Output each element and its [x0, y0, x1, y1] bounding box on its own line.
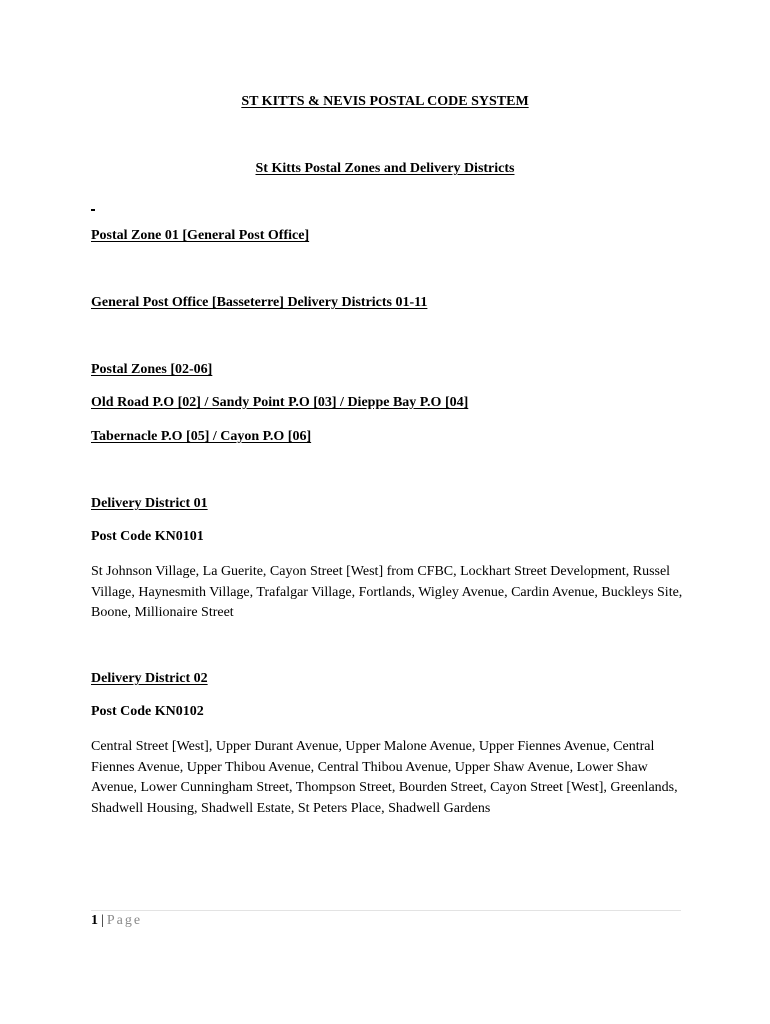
- postal-zones-line-1: Old Road P.O [02] / Sandy Point P.O [03] / Dieppe Bay P.O [04]: [91, 395, 469, 410]
- footer-divider: [91, 910, 681, 911]
- document-subtitle: St Kitts Postal Zones and Delivery Districts: [255, 161, 515, 176]
- page-number: 1: [91, 913, 98, 928]
- district-post-code: Post Code KN0101: [91, 529, 204, 544]
- document-title: ST KITTS & NEVIS POSTAL CODE SYSTEM: [241, 94, 529, 109]
- postal-zones-heading: Postal Zones [02-06]: [91, 362, 213, 377]
- stray-dash-mark: [91, 209, 95, 211]
- district-post-code: Post Code KN0102: [91, 704, 204, 719]
- district-areas: St Johnson Village, La Guerite, Cayon Street [West] from CFBC, Lockhart Street Development, Russel Village, Haynesmith Village, Trafalgar Village, Fortlands, Wigley Avenue, Cardin Avenue, Buckleys Site, Boone, Millionaire Street: [91, 564, 683, 620]
- district-heading: Delivery District 02: [91, 671, 208, 686]
- district-areas: Central Street [West], Upper Durant Avenue, Upper Malone Avenue, Upper Fiennes Avenue, Central Fiennes Avenue, Upper Thibou Avenue, Central Thibou Avenue, Upper Shaw Avenue, Lower Shaw Avenue, Lower Cunningham Street, Thompson Street, Bourden Street, Cayon Street [West], Greenlands, Shadwell Housing, Shadwell Estate, St Peters Place, Shadwell Gardens: [91, 739, 678, 816]
- page-label: Page: [106, 913, 143, 928]
- footer-separator: |: [101, 913, 104, 928]
- page-footer: [91, 913, 142, 929]
- zone-heading: Postal Zone 01 [General Post Office]: [91, 228, 310, 243]
- district-heading: Delivery District 01: [91, 496, 208, 511]
- postal-zones-line-2: Tabernacle P.O [05] / Cayon P.O [06]: [91, 429, 312, 444]
- gpo-heading: General Post Office [Basseterre] Delivery Districts 01-11: [91, 295, 428, 310]
